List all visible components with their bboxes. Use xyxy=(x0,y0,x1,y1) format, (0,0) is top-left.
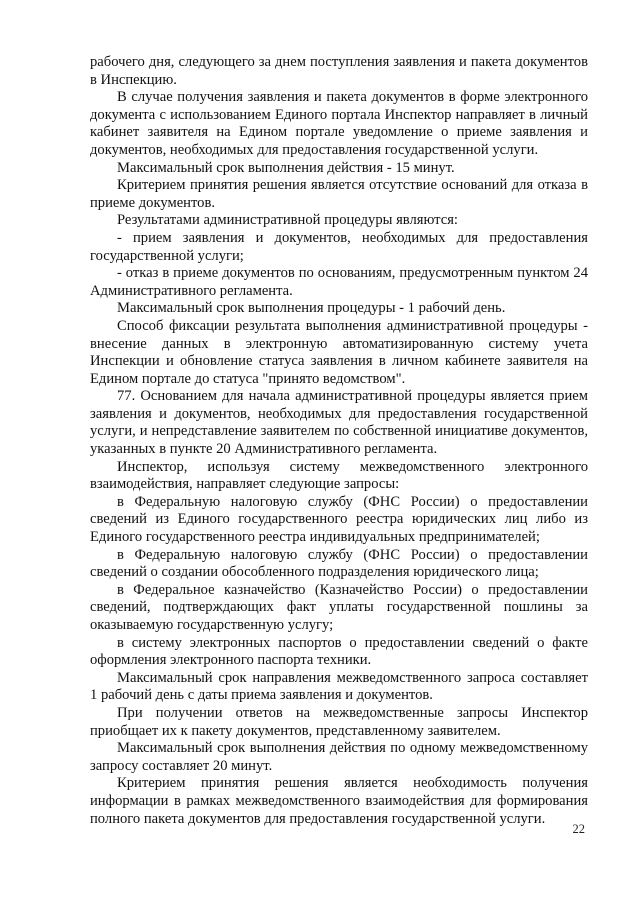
paragraph: - прием заявления и документов, необходимых для предоставления государственной услуги; xyxy=(90,229,588,264)
paragraph: Критерием принятия решения является необходимость получения информации в рамках межведомственного взаимодействия для формирования полного пакета документов для предоставления государственной услуги. xyxy=(90,775,588,827)
paragraph: Максимальный срок выполнения действия по одному межведомственному запросу составляет 20 минут. xyxy=(90,740,588,774)
paragraph: Инспектор, используя систему межведомственного электронного взаимодействия, направляет следующие запросы: xyxy=(90,458,588,493)
paragraph: Критерием принятия решения является отсутствие оснований для отказа в приеме документов. xyxy=(90,177,588,211)
paragraph: Результатами административной процедуры являются: xyxy=(117,212,458,229)
page-number: 22 xyxy=(572,822,585,836)
paragraph: Максимальный срок выполнения процедуры - 1 рабочий день. xyxy=(117,300,506,317)
paragraph: В случае получения заявления и пакета документов в форме электронного документа с использованием Единого портала Инспектор направляет в личный кабинет заявителя на Едином портале уведомление о приеме заявления и документов, необходимых для предоставления государственной услуги. xyxy=(90,89,588,158)
paragraph: в Федеральную налоговую службу (ФНС России) о предоставлении сведений о создании обособленного подразделения юридического лица; xyxy=(90,546,588,581)
paragraph: в Федеральное казначейство (Казначейство России) о предоставлении сведений, подтверждающих факт уплаты государственной пошлины за оказываемую государственную услугу; xyxy=(90,581,588,633)
paragraph: Способ фиксации результата выполнения административной процедуры - внесение данных в электронную автоматизированную систему учета Инспекции и обновление статуса заявления в личном кабинете заявителя на Едином портале до статуса "принято ведомством". xyxy=(90,317,588,387)
paragraph: - отказ в приеме документов по основаниям, предусмотренным пунктом 24 Административного регламента. xyxy=(90,265,588,299)
paragraph: 77. Основанием для начала административной процедуры является прием заявления и документов, необходимых для предоставления государственной услуги, и непредставление заявителем по собственной инициативе документов, указанных в пункте 20 Административного регламента. xyxy=(90,388,588,458)
paragraph: рабочего дня, следующего за днем поступления заявления и пакета документов в Инспекцию. xyxy=(90,54,588,88)
paragraph: Максимальный срок выполнения действия - 15 минут. xyxy=(117,159,455,176)
document-body xyxy=(90,54,588,828)
paragraph: При получении ответов на межведомственные запросы Инспектор приобщает их к пакету документов, представленному заявителем. xyxy=(90,704,588,739)
paragraph: в систему электронных паспортов о предоставлении сведений о факте оформления электронного паспорта техники. xyxy=(90,634,588,669)
paragraph: Максимальный срок направления межведомственного запроса составляет 1 рабочий день с даты приема заявления и документов. xyxy=(90,669,588,704)
paragraph: в Федеральную налоговую службу (ФНС России) о предоставлении сведений из Единого государственного реестра юридических лиц либо из Единого государственного реестра индивидуальных предпринимателей; xyxy=(90,493,588,546)
